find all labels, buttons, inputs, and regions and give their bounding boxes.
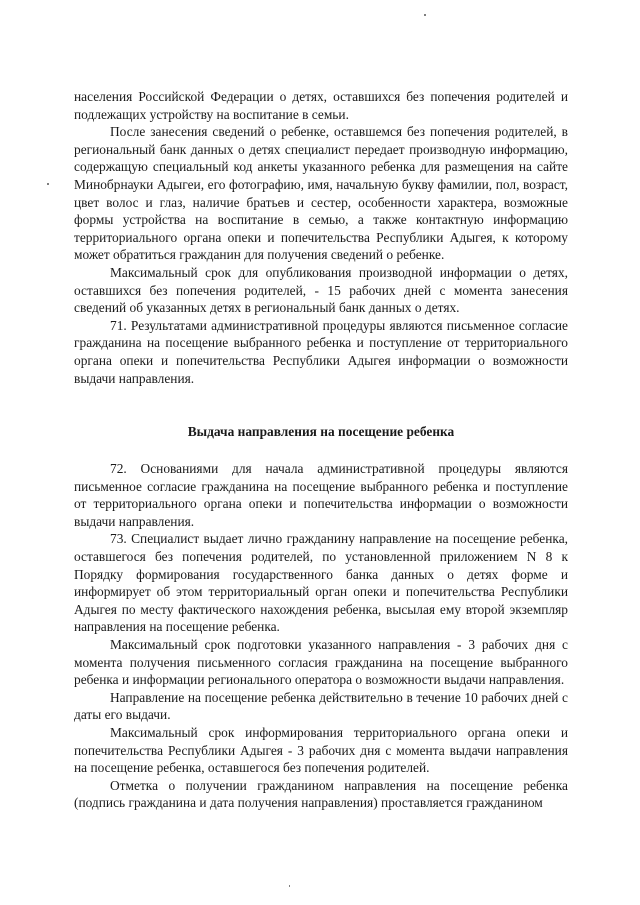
paragraph: Максимальный срок для опубликования производной информации о детях, оставшихся без попечения родителей, - 15 рабочих дней с момента занесения сведений об указанных детях в региональный банк данных о детях. <box>74 264 568 316</box>
paragraph: Отметка о получении гражданином направления на посещение ребенка (подпись гражданина и дата получения направления) проставляется гражданином <box>74 777 568 811</box>
paragraph: После занесения сведений о ребенке, оставшемся без попечения родителей, в региональный банк данных о детях специалист передает производную информацию, содержащую специальный код анкеты указанного ребенка для размещения на сайте Минобрнауки Адыгеи, его фотографию, имя, начальную букву фамилии, пол, возраст, цвет волос и глаз, наличие братьев и сестер, особенности характера, возможные формы устройства на воспитание в семью, а также контактную информацию территориального органа опеки и попечительства Республики Адыгея, к которому может обратиться гражданин для получения сведений о ребенке. <box>74 124 568 263</box>
paragraph: 73. Специалист выдает лично гражданину направление на посещение ребенка, оставшегося без попечения родителей, по установленной приложением N 8 к Порядку формирования государственного банка данных о детях форме и информирует об этом территориальный орган опеки и попечительства Республики Адыгея по месту фактического нахождения ребенка, высылая ему второй экземпляр направления на посещение ребенка. <box>74 531 568 635</box>
paragraph: Направление на посещение ребенка действительно в течение 10 рабочих дней с даты его выдачи. <box>74 689 568 723</box>
scan-speck <box>47 183 49 185</box>
top-text-block <box>74 88 568 387</box>
paragraph: Максимальный срок подготовки указанного направления - 3 рабочих дня с момента получения письменного согласия гражданина на посещение выбранного ребенка и информации регионального оператора о возможности выдачи направления. <box>74 636 568 688</box>
paragraph: Максимальный срок информирования территориального органа опеки и попечительства Республики Адыгея - 3 рабочих дня с момента выдачи направления на посещение ребенка, оставшегося без попечения родителей. <box>74 724 568 776</box>
scan-speck <box>289 885 290 887</box>
paragraph: 71. Результатами административной процедуры являются письменное согласие гражданина на посещение выбранного ребенка и поступление от территориального органа опеки и попечительства Республики Адыгея информации о возможности выдачи направления. <box>74 317 568 386</box>
section-heading: Выдача направления на посещение ребенка <box>187 424 455 439</box>
bottom-text-block <box>74 460 568 812</box>
paragraph: 72. Основаниями для начала административной процедуры являются письменное согласие гражданина на посещение выбранного ребенка и поступление от территориального органа опеки и попечительства информации о возможности выдачи направления. <box>74 461 568 529</box>
scan-speck <box>424 14 426 16</box>
paragraph: населения Российской Федерации о детях, оставшихся без попечения родителей и подлежащих устройству на воспитание в семьи. <box>74 89 568 122</box>
